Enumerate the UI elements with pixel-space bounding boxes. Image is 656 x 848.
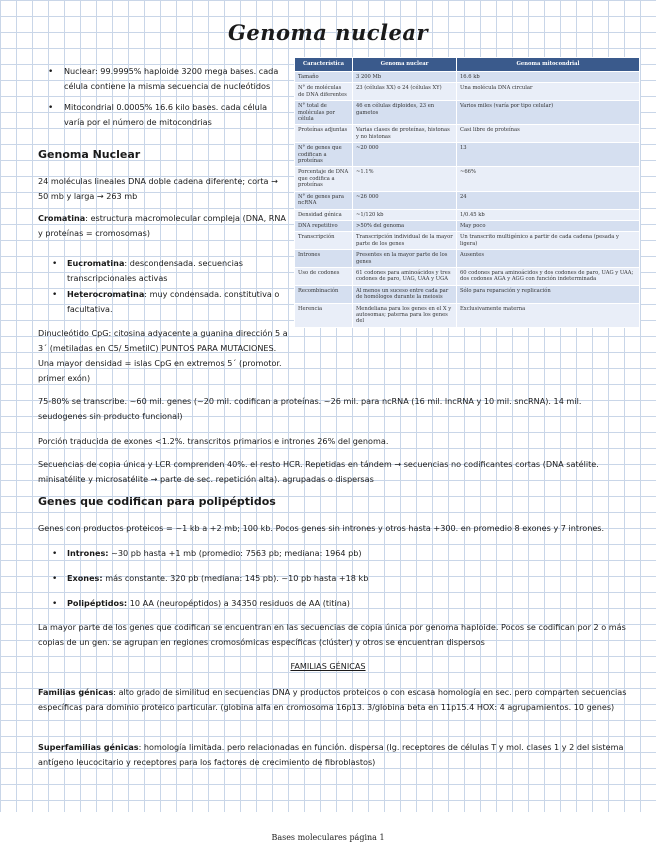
page-title: Genoma nuclear: [227, 20, 429, 45]
table-cell: 24: [457, 191, 640, 209]
table-cell: Sólo para reparación y replicación: [457, 285, 640, 303]
paragraph-copia-unica: La mayor parte de los genes que codifican se encuentran en las secuencias de copia única por genoma haploide. Pocos se codifican por 2 o más copias de un gen. se agrupan en regiones cromosómicas específicas (clúster) y otros se encuentran dispersos: [38, 622, 626, 647]
paragraph-cpg: Dinucleótido CpG: citosina adyacente a guanina dirección 5 a 3´ (metiladas en C5/ 5metilC) PUNTOS PARA MUTACIONES. Una mayor densidad = islas CpG en extremos 5´ (promotor. primer exón): [38, 328, 288, 383]
table-cell: Exclusivamente materna: [457, 303, 640, 327]
table-row: [295, 303, 640, 327]
paragraph-transcripcion: 75-80% se transcribe. ~60 mil. genes (~20 mil. codifican a proteínas. ~26 mil. para ncRNA (16 mil. lncRNA y 10 mil. sncRNA). 14 mil. seudogenes sin producto funcional): [38, 396, 582, 421]
table-cell: 16.6 kb: [457, 72, 640, 83]
table-cell: Recombinación: [295, 285, 353, 303]
table-row: [295, 191, 640, 209]
table-row: [295, 267, 640, 285]
bullet-dot: •: [52, 549, 58, 559]
table-row: [295, 250, 640, 268]
bullet-dot: •: [52, 574, 58, 584]
table-cell: Ausentes: [457, 250, 640, 268]
bullet-dot: •: [52, 599, 58, 609]
table-cell: Proteínas adjuntas: [295, 125, 353, 143]
term-cromatina: Cromatina: [38, 213, 86, 223]
table-cell: N° de moléculas de DNA diferentes: [295, 83, 353, 101]
bullet-dot: •: [52, 259, 58, 269]
bullet-dot: •: [48, 67, 54, 77]
table-row: [295, 143, 640, 167]
table-cell: 13: [457, 143, 640, 167]
subheading-familias-genicas: FAMILIAS GÉNICAS: [290, 661, 366, 671]
table-cell: ~26 000: [353, 191, 457, 209]
intro-bullet-nuclear: Nuclear: 99.9995% haploide 3200 mega bases. cada célula contiene la misma secuencia de nucleótidos: [64, 66, 279, 91]
table-cell: 60 codones para aminoácidos y dos codones de paro, UAG y UAA; dos codones AGA y AGG con función indeterminada: [457, 267, 640, 285]
table-row: [295, 83, 640, 101]
table-header-row: [295, 58, 640, 72]
table-cell: ~20 000: [353, 143, 457, 167]
page-footer: Bases moleculares página 1: [271, 833, 385, 842]
bullet-dot: •: [52, 290, 58, 300]
table-cell: Densidad génica: [295, 209, 353, 220]
paragraph-secuencias: Secuencias de copia única y LCR comprenden 40%. el resto HCR. Repetidas en tándem → secuencias no codificantes cortas (DNA satélite. minisatélite y microsatélite → parte de sec. repetición alta). agrupadas o dispersas: [38, 459, 599, 484]
table-cell: Un transcrito multigénico a partir de cada cadena (pesada y ligera): [457, 232, 640, 250]
table-cell: May poco: [457, 220, 640, 231]
bullet-exones: Exones: más constante. 320 pb (mediana: 145 pb). ~10 pb hasta +18 kb: [67, 573, 369, 583]
table-cell: 23 (células XX) o 24 (células XY): [353, 83, 457, 101]
table-cell: ~1/120 kb: [353, 209, 457, 220]
table-cell: ~66%: [457, 167, 640, 191]
table-cell: 61 codones para aminoácidos y tres codones de paro, UAG, UAA y UGA: [353, 267, 457, 285]
table-cell: Porcentaje de DNA que codifica a proteínas: [295, 167, 353, 191]
bullet-intrones: Intrones: ~30 pb hasta +1 mb (promedio: 7563 pb; mediana: 1964 pb): [67, 548, 362, 558]
paragraph-superfamilias: Superfamilias génicas: homología limitada. pero relacionadas en función. dispersa (Ig. receptores de células T y mol. clases 1 y 2 del sistema antígeno leucocitario y receptores para los factores de crecimiento de fibroblastos): [38, 742, 624, 767]
section-heading-genoma-nuclear: Genoma Nuclear: [38, 148, 141, 161]
paragraph-genes-productos: Genes con productos proteicos = ~1 kb a +2 mb; 100 kb. Pocos genes sin intrones y otros hasta +300. en promedio 8 exones y 7 intrones.: [38, 523, 605, 533]
table-body: [295, 72, 640, 328]
table-cell: N° de genes que codifican a proteínas: [295, 143, 353, 167]
paragraph-familias: Familias génicas: alto grado de similitud en secuencias DNA y productos proteicos o con escasa homología en sec. pero comparten secuencias específicas para dominio proteico particular. (globina alfa en cromosoma 16p13. 3/globina beta en 11p15.4 HOX: 4 agrupamientos. 10 genes): [38, 687, 627, 712]
table-header: Genoma nuclear: [353, 58, 457, 72]
table-cell: Una molécula DNA circular: [457, 83, 640, 101]
table-cell: Casi libre de proteínas: [457, 125, 640, 143]
bullet-polipeptidos: Polipéptidos: 10 AA (neuropéptidos) a 34350 residuos de AA (titina): [67, 598, 350, 608]
table-cell: Varias clases de proteínas, histonas y no histonas: [353, 125, 457, 143]
table-cell: Herencia: [295, 303, 353, 327]
table-cell: 3 200 Mb: [353, 72, 457, 83]
table-cell: ~1.1%: [353, 167, 457, 191]
bullet-heterocromatina: Heterocromatina: muy condensada. constitutiva o facultativa.: [67, 289, 280, 314]
genome-comparison-table: [294, 57, 640, 328]
paragraph-cromatina: Cromatina: estructura macromolecular compleja (DNA, RNA y proteínas = cromosomas): [38, 213, 286, 238]
table-row: [295, 209, 640, 220]
intro-bullet-mitocondrial: Mitocondrial 0.0005% 16.6 kilo bases. cada célula varía por el número de mitocondrias: [64, 102, 268, 127]
table-cell: 46 en células diploides, 23 en gametos: [353, 101, 457, 125]
table-row: [295, 125, 640, 143]
table-cell: Presentes en la mayor parte de los genes: [353, 250, 457, 268]
table-cell: Transcripción individual de la mayor parte de los genes: [353, 232, 457, 250]
paragraph-moleculas: 24 moléculas lineales DNA doble cadena diferente; corta → 50 mb y larga → 263 mb: [38, 176, 278, 201]
table-cell: Varios miles (varía por tipo celular): [457, 101, 640, 125]
table-row: [295, 285, 640, 303]
table-cell: 1/0.45 kb: [457, 209, 640, 220]
table-row: [295, 167, 640, 191]
table-cell: Tamaño: [295, 72, 353, 83]
table-row: [295, 232, 640, 250]
table-cell: Al menos un suceso entre cada par de homólogos durante la meiosis: [353, 285, 457, 303]
table-row: [295, 101, 640, 125]
table-header: Característica: [295, 58, 353, 72]
bullet-dot: •: [48, 103, 54, 113]
table-row: [295, 220, 640, 231]
table-cell: N° de genes para ncRNA: [295, 191, 353, 209]
table-cell: >50% del genoma: [353, 220, 457, 231]
table-header: Genoma mitocondrial: [457, 58, 640, 72]
table-cell: N° total de moléculas por célula: [295, 101, 353, 125]
table-cell: Mendeliana para los genes en el X y autosomas; paterna para los genes del: [353, 303, 457, 327]
table-row: [295, 72, 640, 83]
section-heading-genes: Genes que codifican para polipéptidos: [38, 495, 276, 508]
table-cell: Uso de codones: [295, 267, 353, 285]
table-cell: Transcripción: [295, 232, 353, 250]
bullet-eucromatina: Eucromatina: descondensada. secuencias transcripcionales activas: [67, 258, 243, 283]
table-cell: Intrones: [295, 250, 353, 268]
paragraph-porcion: Porción traducida de exones <1.2%. transcritos primarios e intrones 26% del genoma.: [38, 436, 389, 446]
table-cell: DNA repetitivo: [295, 220, 353, 231]
